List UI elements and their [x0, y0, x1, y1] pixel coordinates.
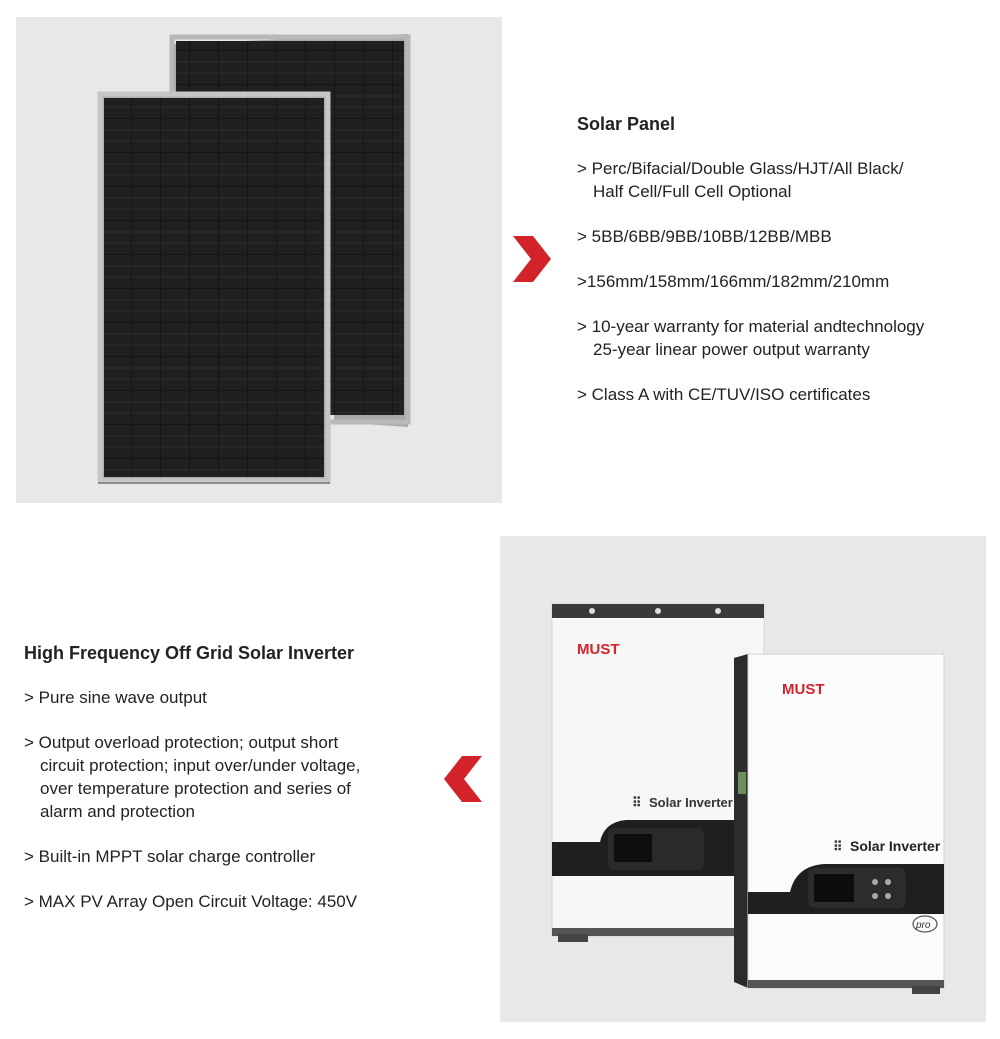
spec-item: > MAX PV Array Open Circuit Voltage: 450V — [24, 892, 358, 911]
inverter-title: High Frequency Off Grid Solar Inverter — [24, 643, 355, 663]
solar-panel-specs — [577, 114, 987, 428]
spec-item: > Output overload protection; output short circuit protection; input over/under voltage, over temperature protection and series of alarm and protection — [24, 733, 361, 821]
spec-item: >156mm/158mm/166mm/182mm/210mm — [577, 272, 890, 291]
chevron-right-icon — [513, 236, 551, 282]
chevron-left-icon — [444, 756, 482, 802]
inverter-specs — [24, 643, 424, 935]
product-label-front: Solar Inverter — [850, 838, 941, 854]
spec-item: > Perc/Bifacial/Double Glass/HJT/All Black/ Half Cell/Full Cell Optional — [577, 159, 904, 201]
spec-item: > Built-in MPPT solar charge controller — [24, 847, 316, 866]
solar-panel-illustration — [16, 17, 502, 503]
pro-badge: pro — [916, 920, 931, 931]
brand-logo-back: MUST — [577, 641, 620, 658]
svg-text:⠿: ⠿ — [833, 839, 843, 854]
svg-text:⠿: ⠿ — [632, 795, 642, 810]
spec-item: > 10-year warranty for material andtechnology 25-year linear power output warranty — [577, 317, 925, 359]
brand-logo-front: MUST — [782, 681, 825, 698]
inverter-photo — [500, 536, 986, 1022]
inverter-illustration — [500, 536, 986, 1022]
solar-panel-title: Solar Panel — [577, 114, 676, 134]
product-label-back: Solar Inverter — [649, 795, 733, 810]
spec-item: > Class A with CE/TUV/ISO certificates — [577, 385, 871, 404]
spec-item: > 5BB/6BB/9BB/10BB/12BB/MBB — [577, 227, 832, 246]
spec-item: > Pure sine wave output — [24, 688, 207, 707]
solar-panel-photo — [16, 17, 502, 503]
